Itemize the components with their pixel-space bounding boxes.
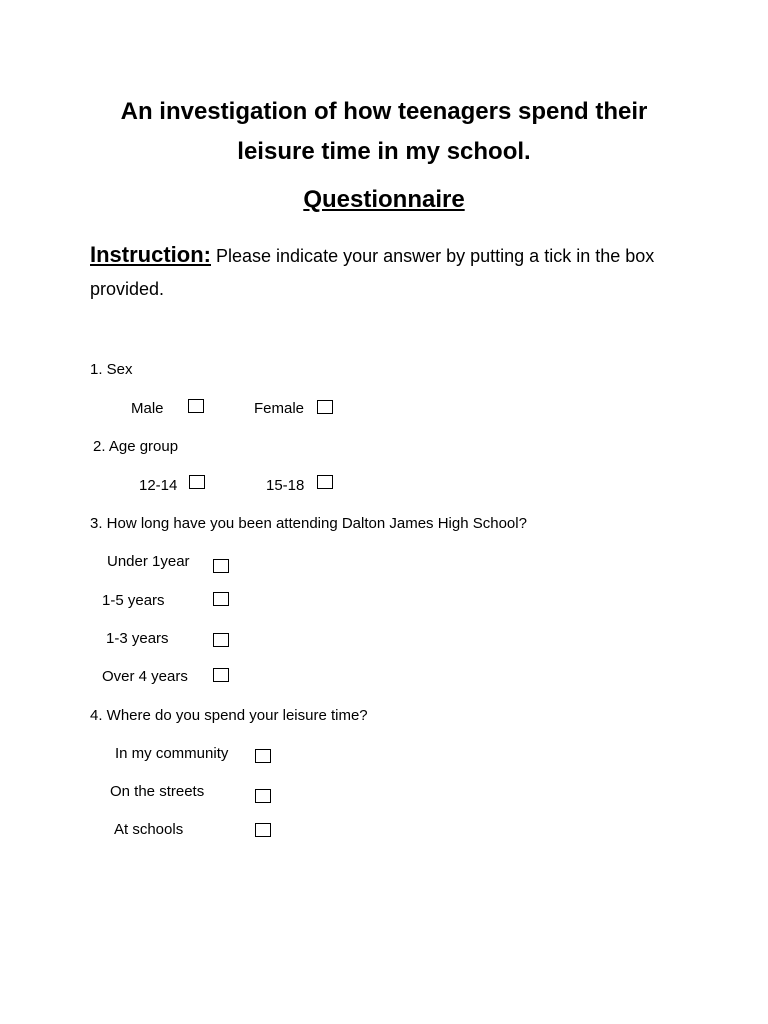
checkbox-over-4-years[interactable]	[213, 668, 229, 682]
checkbox-on-the-streets[interactable]	[255, 789, 271, 803]
instruction-text: Please indicate your answer by putting a tick in the box provided.	[90, 246, 655, 299]
instruction-paragraph	[90, 238, 700, 306]
question-1-text: 1. Sex	[90, 361, 133, 378]
checkbox-female[interactable]	[317, 400, 333, 414]
questionnaire-heading: Questionnaire	[303, 186, 465, 213]
option-label: Female	[254, 400, 305, 417]
question-4-text: 4. Where do you spend your leisure time?	[90, 707, 368, 724]
checkbox-in-my-community[interactable]	[255, 749, 271, 763]
question-2-text: 2. Age group	[93, 438, 179, 455]
option-label: In my community	[115, 745, 229, 762]
checkbox-age-15-18[interactable]	[317, 475, 333, 489]
checkbox-age-12-14[interactable]	[189, 475, 205, 489]
title-line-1: An investigation of how teenagers spend their	[120, 98, 648, 125]
checkbox-under-1-year[interactable]	[213, 559, 229, 573]
document-title	[0, 92, 768, 172]
checkbox-at-schools[interactable]	[255, 823, 271, 837]
option-label: Male	[131, 400, 164, 417]
option-label: 1-5 years	[102, 592, 165, 609]
option-label: Over 4 years	[102, 668, 188, 685]
checkbox-1-5-years[interactable]	[213, 592, 229, 606]
title-line-2: leisure time in my school.	[237, 138, 531, 165]
option-label: 12-14	[139, 477, 178, 494]
option-label: At schools	[114, 821, 184, 838]
question-3-text: 3. How long have you been attending Dalton James High School?	[90, 515, 527, 532]
checkbox-1-3-years[interactable]	[213, 633, 229, 647]
option-label: On the streets	[110, 783, 205, 800]
checkbox-male[interactable]	[188, 399, 204, 413]
instruction-label: Instruction:	[90, 242, 211, 267]
option-label: 1-3 years	[106, 630, 169, 647]
option-label: Under 1year	[107, 553, 190, 570]
option-label: 15-18	[266, 477, 305, 494]
